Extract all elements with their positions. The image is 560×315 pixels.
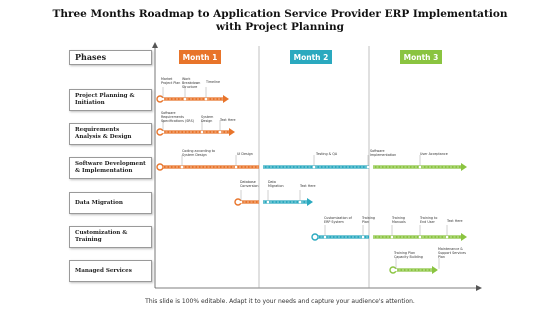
milestone-dot: [299, 201, 302, 204]
milestone-dot: [162, 98, 165, 101]
bar-arrowhead: [461, 233, 467, 241]
milestone-dot: [367, 166, 370, 169]
milestone-label: Coding according to System Design: [182, 149, 216, 157]
milestone-label: Customization of ERP System: [324, 216, 352, 224]
bar-arrowhead: [223, 95, 229, 103]
milestone-label: Training Manuals: [392, 216, 406, 224]
bar-arrowhead: [307, 198, 313, 206]
bar-arrowhead: [432, 266, 438, 274]
milestone-dot: [240, 201, 243, 204]
phase-project-planning: Project Planning & Initiation: [69, 89, 152, 111]
milestone-label: Text Here: [300, 184, 316, 188]
month-3-pill: [400, 50, 442, 64]
milestone-label: Text Here: [220, 118, 236, 122]
milestone-dot: [438, 269, 441, 272]
milestone-label: User Acceptance: [420, 152, 448, 156]
x-axis-arrowhead: [476, 285, 482, 291]
milestone-dot: [162, 131, 165, 134]
milestone-dot: [184, 98, 187, 101]
bar-arrowhead: [461, 163, 467, 171]
milestone-dot: [181, 166, 184, 169]
milestone-label: Maintenance & Support Services Plan: [438, 247, 466, 259]
month-1-pill: [179, 50, 221, 64]
page-title: Three Months Roadmap to Application Service Provider ERP Implementation with Project Planning: [52, 8, 508, 33]
footer-note: This slide is 100% editable. Adapt it to your needs and capture your audience's attention.: [145, 298, 415, 305]
bar-arrowhead: [229, 128, 235, 136]
milestone-label: Text Here: [447, 219, 463, 223]
phase-customization-training: Customization & Training: [69, 226, 152, 248]
milestone-label: System Design: [201, 115, 214, 123]
milestone-label: Work Breakdown Structure: [182, 77, 201, 89]
milestone-label: Software Requirements Specifications (SRS): [161, 111, 194, 123]
phase-requirements-analysis: Requirements Analysis & Design: [69, 123, 152, 145]
milestone-dot: [205, 98, 208, 101]
milestone-label: Software Implementation: [370, 149, 397, 157]
milestone-dot: [391, 236, 394, 239]
milestone-dot: [419, 166, 422, 169]
milestone-dot: [395, 269, 398, 272]
milestone-label: Training to End User: [420, 216, 438, 224]
month-2-pill: [290, 50, 332, 64]
milestone-dot: [235, 166, 238, 169]
milestone-dot: [362, 236, 365, 239]
milestone-dot: [446, 236, 449, 239]
phase-managed-services: Managed Services: [69, 260, 152, 282]
milestone-dot: [324, 236, 327, 239]
month-1-label: Month 1: [182, 52, 218, 62]
milestone-label: UI Design: [237, 152, 253, 156]
phase-software-development: Software Development & Implementation: [69, 157, 152, 179]
milestone-label: Data Migration: [268, 180, 284, 188]
phases-header: Phases: [69, 50, 152, 65]
month-2-label: Month 2: [293, 52, 329, 62]
milestone-dot: [201, 131, 204, 134]
milestone-dot: [219, 131, 222, 134]
milestone-dot: [419, 236, 422, 239]
phase-data-migration: Data Migration: [69, 192, 152, 214]
milestone-label: Timeline: [206, 80, 221, 84]
milestone-label: Testing & QA: [316, 152, 338, 156]
month-3-label: Month 3: [403, 52, 439, 62]
y-axis-arrowhead: [152, 42, 158, 48]
milestone-dot: [313, 166, 316, 169]
milestone-label: Database Conversion: [240, 180, 259, 188]
milestone-label: Training Plan: [362, 216, 376, 224]
milestone-label: Training Plan Capacity Building: [394, 251, 423, 259]
milestone-dot: [267, 201, 270, 204]
milestone-label: Market Project Plan: [161, 77, 181, 85]
